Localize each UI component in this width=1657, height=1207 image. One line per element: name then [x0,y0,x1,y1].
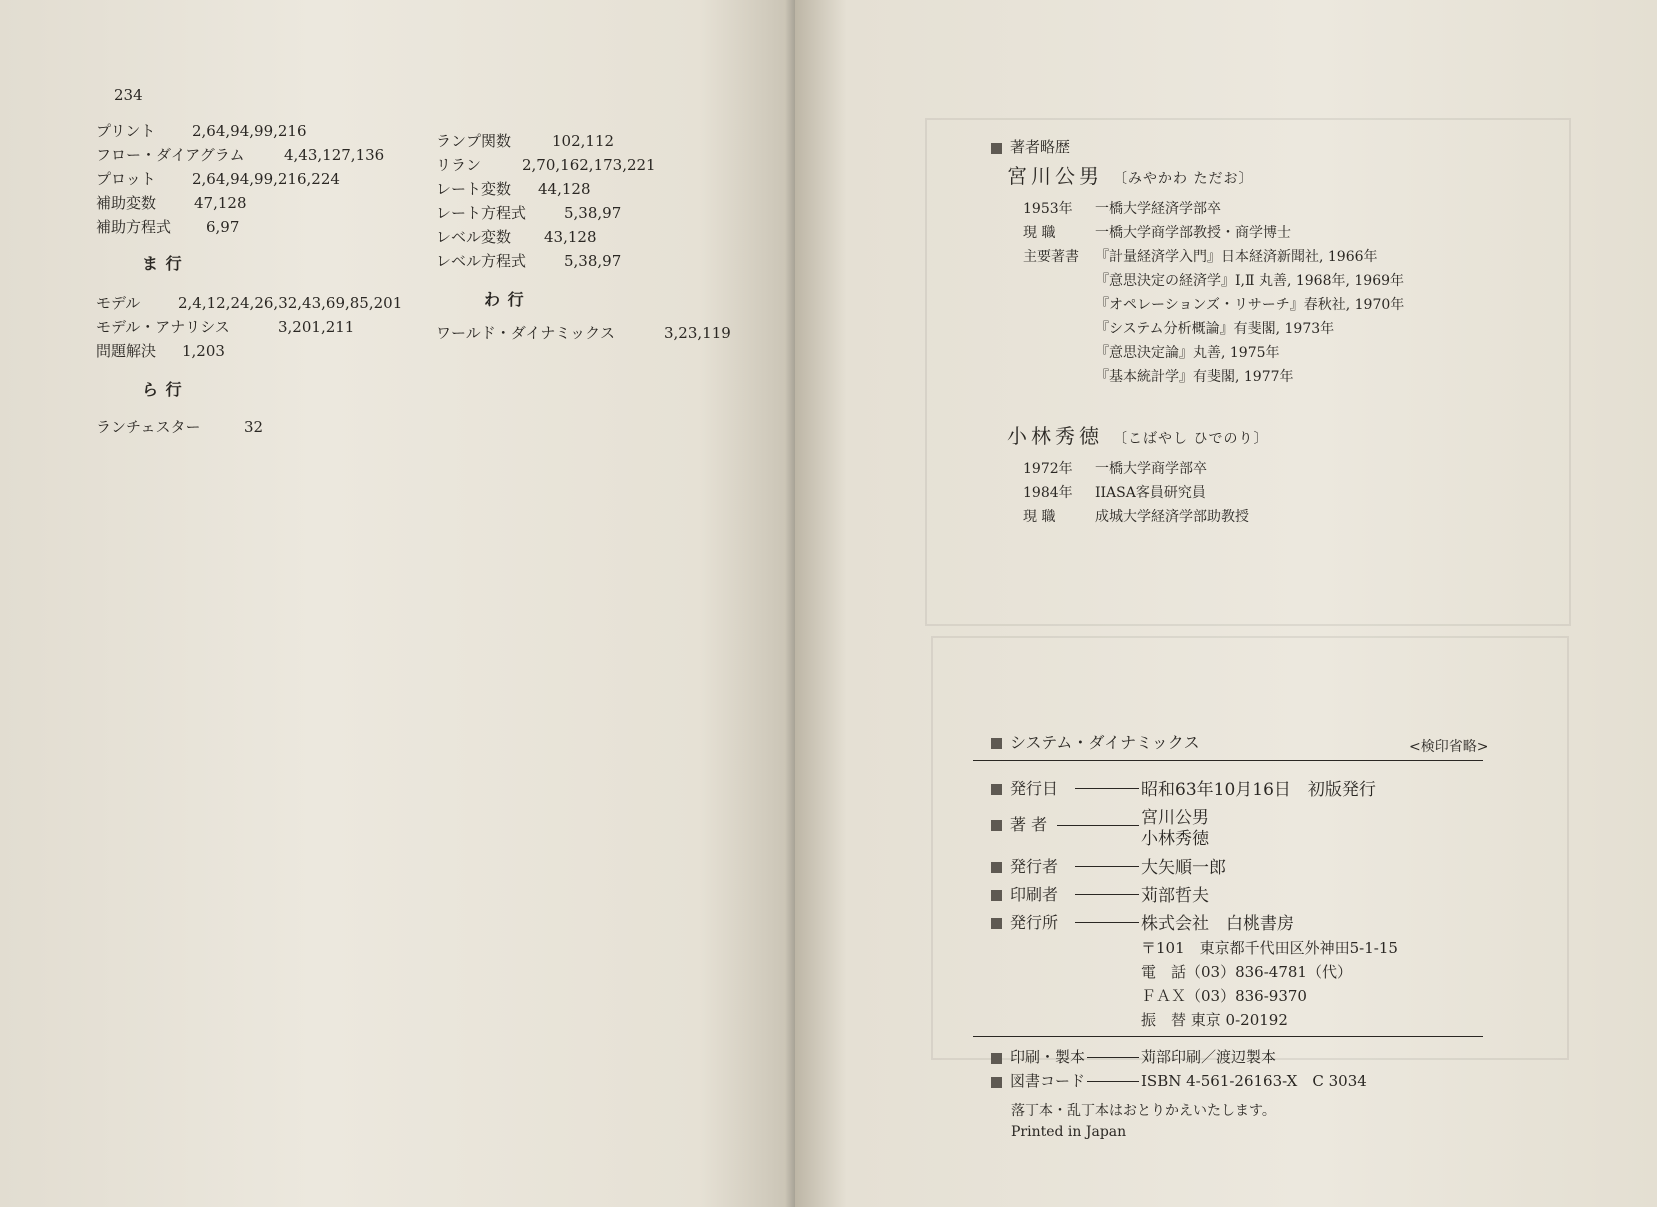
entry-label: 現 職 [1023,225,1056,241]
index-entry [96,120,307,141]
author1-entry [1023,198,1221,218]
index-entry [436,178,591,199]
leader-line [1075,922,1139,923]
author1-book: 『基本統計学』有斐閣, 1977年 [1095,369,1294,385]
left-page [0,0,795,1207]
publisher-fax: ＦＡＸ（03）836-9370 [1141,987,1307,1005]
author2-reading: 〔こばやし ひでのり〕 [1113,431,1269,447]
printed-in: Printed in Japan [1011,1124,1127,1140]
section-heading-ma: ま 行 [142,254,183,273]
leader-line [1075,788,1139,789]
index-term: レート変数 [436,180,512,198]
author1-book: 『意思決定論』丸善, 1975年 [1095,345,1280,361]
index-pages: 2,64,94,99,216 [192,122,307,140]
index-term: フロー・ダイアグラム [96,146,245,164]
publisher-address: 〒101 東京都千代田区外神田5-1-15 [1141,939,1398,957]
imprint-label-text: 発行者 [1010,857,1059,876]
index-term: 問題解決 [96,342,157,360]
entry-label: 現 職 [1023,509,1056,525]
index-term: ランチェスター [96,418,201,436]
index-pages: 3,23,119 [664,324,731,342]
index-pages: 3,201,211 [278,318,355,336]
index-pages: 6,97 [206,218,240,236]
index-term: プロット [96,170,156,188]
imprint-label-text: 発行日 [1010,779,1059,798]
leader-line [1087,1057,1139,1058]
author2-name: 小林秀徳 [1007,424,1103,448]
index-term: 補助変数 [96,194,157,212]
index-term: モデル [96,294,141,312]
entry-text: 成城大学経済学部助教授 [1095,509,1249,525]
index-pages: 5,38,97 [564,204,622,222]
imprint-label [991,812,1047,835]
square-bullet-icon [991,1053,1002,1064]
index-entry [96,192,247,213]
index-entry [436,226,597,247]
leader-line [1057,825,1139,826]
index-pages: 2,70,162,173,221 [522,156,656,174]
square-bullet-icon [991,918,1002,929]
index-entry [436,154,656,175]
index-entry [96,216,239,237]
author1-name: 宮川公男 [1007,164,1103,188]
seal-note: <検印省略> [1409,739,1489,755]
leader-line [1075,894,1139,895]
index-pages: 2,4,12,24,26,32,43,69,85,201 [178,294,403,312]
imprint-label-text: 著 者 [1010,815,1048,834]
entry-text: 『計量経済学入門』日本経済新聞社, 1966年 [1095,249,1378,265]
index-pages: 2,64,94,99,216,224 [192,170,340,188]
entry-text: 一橋大学経済学部卒 [1095,201,1221,217]
production-row [991,1046,1085,1067]
imprint-label [991,854,1058,877]
entry-label: 1972年 [1023,461,1073,477]
index-term: レベル方程式 [436,252,527,270]
index-entry [436,322,731,343]
author1-book: 『オペレーションズ・リサーチ』春秋社, 1970年 [1095,297,1405,313]
index-entry [96,340,225,361]
index-term: リラン [436,156,482,174]
index-entry [96,168,340,189]
entry-label: 1953年 [1023,201,1073,217]
publisher-transfer: 振 替 東京 0-20192 [1141,1011,1288,1029]
author2-header [1007,420,1268,449]
imprint-value: 小林秀徳 [1141,829,1209,849]
index-pages: 43,128 [544,228,597,246]
imprint-value: 宮川公男 [1141,808,1209,828]
section-heading-wa: わ 行 [484,290,525,309]
imprint-value: 大矢順一郎 [1141,858,1226,878]
index-pages: 4,43,127,136 [284,146,385,164]
square-bullet-icon [991,738,1002,749]
section-heading-ra: ら 行 [142,380,183,399]
isbn-value: ISBN 4-561-26163-X C 3034 [1141,1072,1367,1090]
publisher-tel: 電 話（03）836-4781（代） [1141,963,1352,981]
index-entry [96,416,263,437]
entry-text: 一橋大学商学部教授・商学博士 [1095,225,1291,241]
index-pages: 44,128 [538,180,591,198]
index-term: 補助方程式 [96,218,172,236]
leader-line [1075,866,1139,867]
book-title-text: システム・ダイナミックス [1010,733,1200,752]
author2-entry [1023,482,1206,502]
right-page [795,0,1657,1207]
colophon-divider [973,1036,1483,1037]
index-entry [436,250,621,271]
author2-entry [1023,506,1249,526]
index-entry [436,202,621,223]
imprint-value: 株式会社 白桃書房 [1141,914,1294,934]
imprint-value: 苅部哲夫 [1141,886,1209,906]
index-term: ランプ関数 [436,132,512,150]
imprint-label [991,882,1058,905]
bio-heading [991,136,1070,157]
author1-entry [1023,222,1291,242]
imprint-label [991,910,1058,933]
imprint-value: 昭和63年10月16日 初版発行 [1141,780,1376,800]
index-term: レート方程式 [436,204,527,222]
index-term: ワールド・ダイナミックス [436,324,615,342]
notice: 落丁本・乱丁本はおとりかえいたします。 [1011,1103,1276,1119]
isbn-row [991,1070,1085,1091]
square-bullet-icon [991,890,1002,901]
entry-text: 一橋大学商学部卒 [1095,461,1207,477]
index-term: レベル変数 [436,228,512,246]
index-pages: 1,203 [182,342,225,360]
imprint-label [991,776,1058,799]
square-bullet-icon [991,1077,1002,1088]
square-bullet-icon [991,143,1002,154]
production-value: 苅部印刷／渡辺製本 [1141,1048,1277,1066]
index-entry [96,316,354,337]
author2-entry [1023,458,1207,478]
entry-label: 主要著書 [1023,249,1079,265]
entry-text: IIASA客員研究員 [1095,485,1206,501]
index-pages: 102,112 [552,132,615,150]
bio-heading-text: 著者略歴 [1010,138,1071,156]
production-label: 印刷・製本 [1010,1048,1086,1066]
index-term: モデル・アナリシス [96,318,230,336]
index-entry [436,130,614,151]
author1-book: 『意思決定の経済学』Ⅰ,Ⅱ 丸善, 1968年, 1969年 [1095,273,1405,289]
book-title [991,730,1200,753]
imprint-label-text: 発行所 [1010,913,1059,932]
isbn-label: 図書コード [1010,1072,1086,1090]
square-bullet-icon [991,862,1002,873]
leader-line [1087,1081,1139,1082]
square-bullet-icon [991,784,1002,795]
author1-reading: 〔みやかわ ただお〕 [1113,171,1254,187]
imprint-label-text: 印刷者 [1010,885,1059,904]
author1-book: 『システム分析概論』有斐閣, 1973年 [1095,321,1335,337]
index-entry [96,144,384,165]
author1-entry [1023,246,1378,266]
colophon-divider [973,760,1483,761]
square-bullet-icon [991,820,1002,831]
index-pages: 47,128 [194,194,247,212]
author1-header [1007,160,1253,189]
page-number: 234 [114,86,143,104]
index-term: プリント [96,122,156,140]
index-pages: 5,38,97 [564,252,622,270]
entry-label: 1984年 [1023,485,1073,501]
index-pages: 32 [244,418,264,436]
index-entry [96,292,402,313]
